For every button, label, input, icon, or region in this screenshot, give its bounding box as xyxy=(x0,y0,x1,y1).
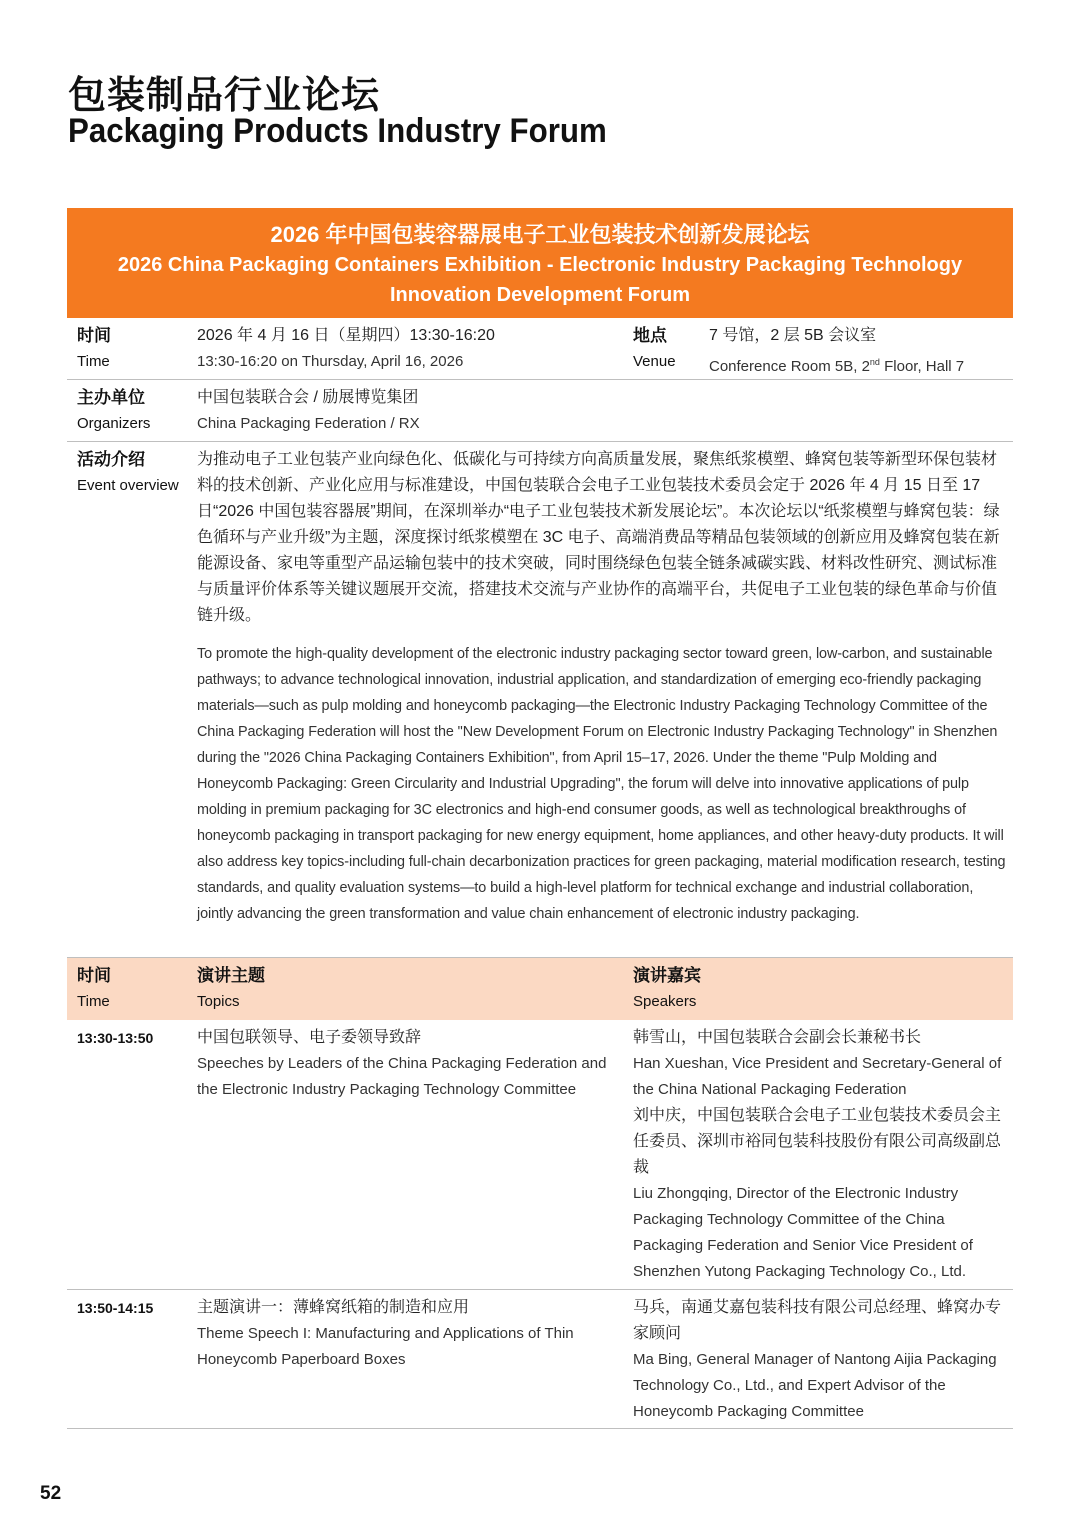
session-row xyxy=(67,1290,1013,1429)
forum-table xyxy=(67,208,1013,1429)
forum-title-en: 2026 China Packaging Containers Exhibition - Electronic Industry Packaging Technology Innovation Development Forum xyxy=(117,254,963,306)
header-time: 时间 Time xyxy=(77,966,111,1010)
header-speakers: 演讲嘉宾 Speakers xyxy=(633,966,701,1010)
time-label: 时间 Time xyxy=(77,326,111,370)
organizers-value: 中国包装联合会 / 励展博览集团 China Packaging Federation / RX xyxy=(197,389,420,432)
session-topic: 主题演讲一：薄蜂窝纸箱的制造和应用 Theme Speech I: Manufacturing and Applications of Thin Honeycomb Paperboard Boxes xyxy=(197,1299,574,1368)
header-topics: 演讲主题 Topics xyxy=(197,966,265,1010)
overview-zh: 为推动电子工业包装产业向绿色化、低碳化与可持续方向高质量发展，聚焦纸浆模塑、蜂窝包装等新型环保包装材料的技术创新、产业化应用与标准建设，中国包装联合会电子工业包装技术委员会定于 2026 年 4 月 15 日至 17 日“2026 中国包装容器展”期间，在深圳举办“电子工业包装技术新发展论坛”。本次论坛以“纸浆模塑与蜂窝包装：绿色循环与产业升级”为主题，深度探讨纸浆模塑在 3C 电子、高端消费品等精品包装领域的创新应用及蜂窝包装在新能源设备、家电等重型产品运输包装中的技术突破，同时围绕绿色包装全链条减碳实践、材料改性研究、测试标准与质量评价体系等关键议题展开交流，搭建技术交流与产业协作的高端平台，共促电子工业包装的绿色革命与价值链升级。 xyxy=(197,451,1000,624)
organizers-row xyxy=(67,380,1013,442)
overview-text xyxy=(197,447,1007,927)
session-topic: 中国包联领导、电子委领导致辞 Speeches by Leaders of the China Packaging Federation and the Electronic Industry Packaging Technology Committee xyxy=(197,1029,607,1098)
session-speakers: 马兵，南通艾嘉包装科技有限公司总经理、蜂窝办专家顾问 Ma Bing, General Manager of Nantong Aijia Packaging Technology Co., Ltd., and Expert Advisor of the Honeycomb Packaging Committee xyxy=(633,1299,1002,1420)
page-number: 52 xyxy=(40,1483,62,1504)
venue-label: 地点 Venue xyxy=(633,326,676,370)
time-value: 2026 年 4 月 16 日（星期四）13:30-16:20 13:30-16:20 on Thursday, April 16, 2026 xyxy=(197,327,495,370)
forum-title-zh: 2026 年中国包装容器展电子工业包装技术创新发展论坛 xyxy=(270,222,810,247)
time-venue-row xyxy=(67,318,1013,380)
session-speakers: 韩雪山，中国包装联合会副会长兼秘书长 Han Xueshan, Vice President and Secretary-General of the China National Packaging Federation 刘中庆，中国包装联合会电子工业包装技术委员会主任委员、深圳市裕同包装科技股份有限公司高级副总裁 Liu Zhongqing, Director of the Electronic Industry Packaging Technology Committee of the China Packaging Federation and Senior Vice President of Shenzhen Yutong Packaging Technology Co., Ltd. xyxy=(633,1029,1002,1280)
schedule-header xyxy=(67,958,1013,1020)
page-title-zh: 包装制品行业论坛 xyxy=(68,75,381,117)
overview-en: To promote the high-quality development of the electronic industry packaging sector toward green, low-carbon, and sustainable pathways; to advance technological innovation, industrial application, and standardization of emerging eco-friendly packaging materials—such as pulp molding and honeycomb packaging—the Electronic Industry Packaging Technology Committee of the China Packaging Federation will host the "New Development Forum on Electronic Industry Packaging Technology" in Shenzhen during the "2026 China Packaging Containers Exhibition", from April 15–17, 2026. Under the theme "Pulp Molding and Honeycomb Packaging: Green Circularity and Industrial Upgrading", the forum will delve into innovative applications of pulp molding in premium packaging for 3C electronics and high-end consumer goods, as well as technological breakthroughs of honeycomb packaging in transport packaging for new energy equipment, home appliances, and other heavy-duty products. It will also address key topics-including full-chain decarbonization practices for green packaging, material modification research, testing standards, and quality evaluation systems—to build a high-level platform for technical exchange and industrial collaboration, jointly advancing the green transformation and value chain enhancement of electronic industry packaging. xyxy=(197,646,1006,922)
organizers-label: 主办单位 Organizers xyxy=(77,388,151,432)
session-time: 13:50-14:15 xyxy=(77,1300,154,1316)
overview-label: 活动介绍 Event overview xyxy=(77,450,179,494)
session-row xyxy=(67,1020,1013,1290)
overview-row xyxy=(67,442,1013,958)
session-time: 13:30-13:50 xyxy=(77,1030,154,1046)
forum-banner xyxy=(67,208,1013,318)
page-title-en: Packaging Products Industry Forum xyxy=(68,112,607,150)
venue-value: 7 号馆，2 层 5B 会议室 Conference Room 5B, 2nd Floor, Hall 7 xyxy=(709,327,965,375)
